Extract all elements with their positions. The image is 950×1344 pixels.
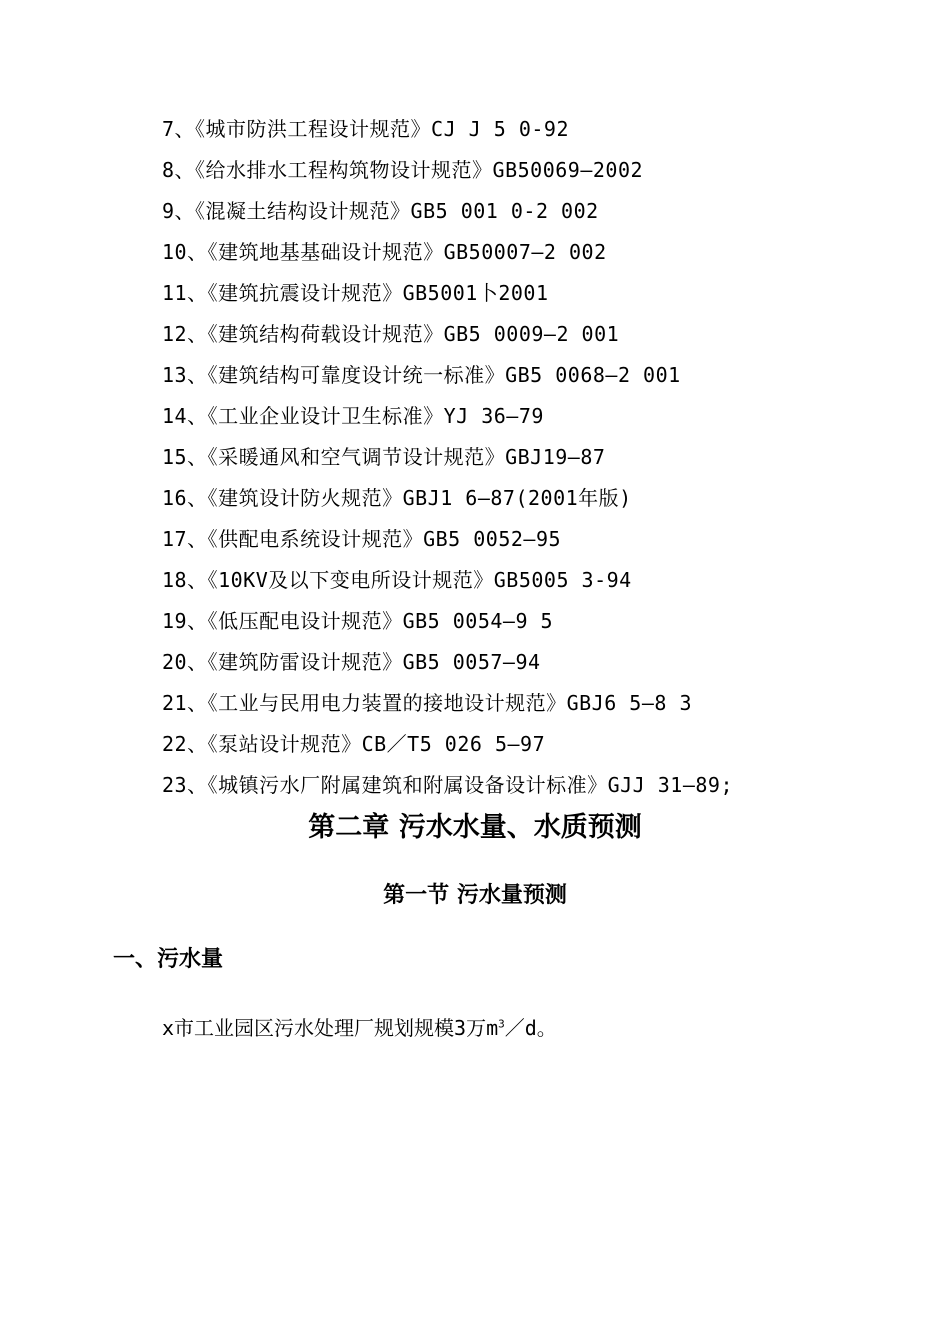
reference-item: 20、《建筑防雷设计规范》GB5 0057—94 xyxy=(162,650,541,674)
reference-item: 15、《采暖通风和空气调节设计规范》GBJ19—87 xyxy=(162,445,606,469)
reference-item: 18、《10KV及以下变电所设计规范》GB5005 3-94 xyxy=(162,568,632,592)
reference-list xyxy=(162,109,733,806)
reference-item: 13、《建筑结构可靠度设计统一标准》GB5 0068—2 001 xyxy=(162,363,681,387)
reference-item: 21、《工业与民用电力装置的接地设计规范》GBJ6 5—8 3 xyxy=(162,691,692,715)
unit-superscript: 3 xyxy=(498,1017,505,1031)
reference-item: 19、《低压配电设计规范》GB5 0054—9 5 xyxy=(162,609,554,633)
section-title: 第一节 污水量预测 xyxy=(383,883,567,908)
reference-item: 11、《建筑抗震设计规范》GB5001卜2001 xyxy=(162,281,549,305)
reference-item: 12、《建筑结构荷载设计规范》GB5 0009—2 001 xyxy=(162,322,620,346)
paragraph-text: x市工业园区污水处理厂规划规模3万m xyxy=(162,1016,499,1040)
reference-item: 10、《建筑地基基础设计规范》GB50007—2 002 xyxy=(162,240,607,264)
reference-item: 17、《供配电系统设计规范》GB5 0052—95 xyxy=(162,527,562,551)
reference-item: 23、《城镇污水厂附属建筑和附属设备设计标准》GJJ 31—89; xyxy=(162,773,733,797)
chapter-title: 第二章 污水水量、水质预测 xyxy=(308,812,642,843)
reference-item: 8、《给水排水工程构筑物设计规范》GB50069—2002 xyxy=(162,158,644,182)
body-paragraph xyxy=(162,1008,557,1048)
reference-item: 22、《泵站设计规范》CB／T5 026 5—97 xyxy=(162,732,546,756)
reference-item: 16、《建筑设计防火规范》GBJ1 6—87(2001年版) xyxy=(162,486,632,510)
subsection-title: 一、污水量 xyxy=(113,947,224,972)
paragraph-text-end: ／d。 xyxy=(504,1016,557,1040)
reference-item: 14、《工业企业设计卫生标准》YJ 36—79 xyxy=(162,404,544,428)
reference-item: 7、《城市防洪工程设计规范》CJ J 5 0-92 xyxy=(162,117,569,141)
reference-item: 9、《混凝土结构设计规范》GB5 001 0-2 002 xyxy=(162,199,599,223)
